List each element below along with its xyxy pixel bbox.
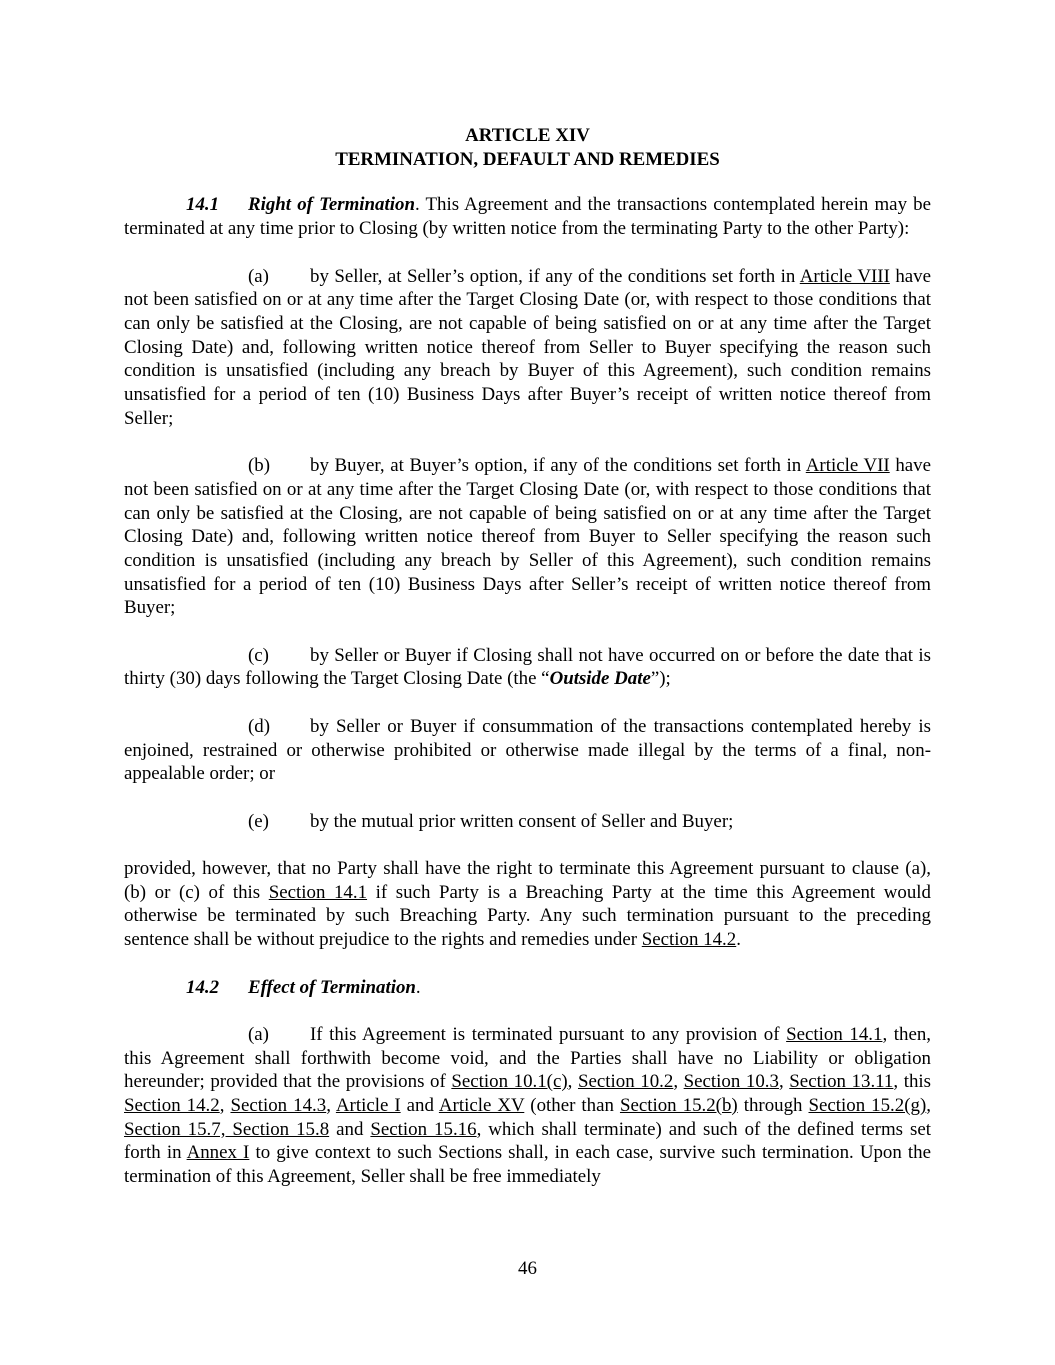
proviso-text: if such Party is a Breaching Party at the time this Agreement would otherwise be terminated by such Breaching Party. Any such termination pursuant to the preceding sentence shall be without prejudice to the rights and remedies under — [124, 881, 932, 951]
clause-text: , — [778, 1071, 790, 1093]
clause-text: by Buyer, at Buyer’s option, if any of the conditions set forth in — [310, 455, 806, 477]
ref-section-15-16[interactable]: Section 15.16 — [370, 1118, 477, 1140]
section-14-1-paragraph: 14.1 Right of Termination. This Agreement and the transactions contemplated herein may be terminated at any time prior to Closing (by written notice from the terminating Party to the other Party): — [124, 194, 931, 240]
ref-section-14-2[interactable]: Section 14.2 — [641, 929, 737, 951]
clause-text: ”); — [650, 668, 671, 690]
ref-annex-i[interactable]: Annex I — [186, 1142, 250, 1164]
ref-section-10-1-c[interactable]: Section 10.1(c) — [451, 1071, 568, 1093]
clause-label: (d) — [248, 715, 271, 737]
ref-section-14-1[interactable]: Section 14.1 — [786, 1023, 883, 1045]
section-14-2-number: 14.2 — [186, 976, 220, 998]
ref-section-13-11[interactable]: Section 13.11 — [789, 1071, 894, 1093]
clause-text: to give context to such Sections shall, in each case, survive such termination. Upon the termination of this Agreement, Seller shall be free immediately — [124, 1142, 931, 1188]
defined-term-outside-date: Outside Date — [549, 668, 651, 690]
section-14-2-title: Effect of Termination — [248, 976, 416, 998]
clause-text: and — [400, 1095, 439, 1116]
proviso-paragraph — [124, 857, 931, 952]
proviso-text: . — [736, 929, 741, 951]
page-number: 46 — [518, 1258, 537, 1279]
section-14-1-number: 14.1 — [186, 194, 220, 216]
ref-section-15-2-g[interactable]: Section 15.2(g) — [808, 1095, 927, 1116]
ref-section-14-1[interactable]: Section 14.1 — [268, 881, 368, 903]
section-14-1-intro: This Agreement and the transactions contemplated herein may be terminated at any time prior to Closing (by written notice from the terminating Party to the other Party): — [124, 194, 931, 240]
clause-14-1-e — [124, 810, 931, 834]
clause-text: , — [219, 1095, 231, 1116]
article-number: ARTICLE XIV — [465, 125, 590, 146]
section-14-2-heading: 14.2 Effect of Termination. — [186, 976, 421, 998]
clause-text: by Seller or Buyer if Closing shall not have occurred on or before the date that is thirty (30) days following the Target Closing Date (the “ — [124, 644, 931, 690]
clause-label: (a) — [248, 265, 269, 287]
clause-14-1-b — [124, 454, 931, 620]
clause-text: , — [926, 1095, 931, 1116]
ref-article-vii[interactable]: Article VII — [805, 455, 890, 477]
clause-text: If this Agreement is terminated pursuant to any provision of — [310, 1023, 787, 1045]
clause-14-2-a — [124, 1023, 931, 1189]
clause-text: have not been satisfied on or at any time after the Target Closing Date (or, with respect to those conditions that can only be satisfied at the Closing, are not capable of being satisfied on or at any time after the Target Closing Date) and, following written notice thereof from Buyer to Seller specifying the reason such condition is unsatisfied (including any breach by Seller of this Agreement), such condition remains unsatisfied for a period of ten (10) Business Days after Seller’s receipt of written notice thereof from Buyer; — [124, 455, 931, 619]
clause-text: by Seller or Buyer if consummation of the transactions contemplated hereby is enjoined, restrained or otherwise prohibited or otherwise made illegal by the terms of a final, non-appealable order; or — [124, 715, 931, 785]
clause-label: (c) — [248, 644, 269, 666]
clause-text: and — [329, 1118, 371, 1140]
clause-text: have not been satisfied on or at any time after the Target Closing Date (or, with respect to those conditions that can only be satisfied at the Closing, are not capable of being satisfied on or at any time after the Target Closing Date) and, following written notice thereof from Seller to Buyer specifying the reason such condition is unsatisfied (including any breach by Buyer of this Agreement), such condition remains unsatisfied for a period of ten (10) Business Days after Buyer’s receipt of written notice thereof from Seller; — [124, 265, 931, 429]
clause-text: , then, this Agreement shall forthwith become void, and the Parties shall have no Liability or obligation hereunder; provided that the provisions of — [124, 1023, 931, 1093]
clause-text: by the mutual prior written consent of Seller and Buyer; — [310, 810, 734, 832]
clause-text: , — [326, 1095, 336, 1116]
clause-label: (e) — [248, 810, 269, 832]
ref-article-i[interactable]: Article I — [335, 1095, 401, 1116]
clause-14-1-c — [124, 644, 931, 691]
ref-article-viii[interactable]: Article VIII — [799, 265, 890, 287]
clause-14-1-d — [124, 715, 931, 786]
ref-section-14-3[interactable]: Section 14.3 — [230, 1095, 327, 1116]
clause-text: , which shall terminate) and such of the defined terms set forth in — [124, 1118, 931, 1164]
ref-section-10-2[interactable]: Section 10.2 — [577, 1071, 674, 1093]
clause-text: through — [737, 1095, 809, 1116]
proviso-text: provided, however, that no Party shall have the right to terminate this Agreement pursuant to clause (a), (b) or (c) of this — [124, 858, 931, 903]
section-14-1-title: Right of Termination — [248, 194, 415, 216]
clause-text: , this — [893, 1071, 931, 1093]
clause-text: , — [673, 1071, 684, 1093]
ref-section-10-3[interactable]: Section 10.3 — [683, 1071, 779, 1093]
clause-label: (b) — [248, 455, 271, 477]
clause-text: (other than — [524, 1095, 620, 1116]
document-page — [124, 124, 931, 1213]
clause-text: by Seller, at Seller’s option, if any of the conditions set forth in — [310, 265, 800, 287]
ref-section-15-7-15-8[interactable]: Section 15.7, Section 15.8 — [124, 1118, 330, 1140]
ref-section-14-2[interactable]: Section 14.2 — [124, 1095, 220, 1116]
article-title: TERMINATION, DEFAULT AND REMEDIES — [335, 148, 720, 170]
ref-article-xv[interactable]: Article XV — [438, 1095, 525, 1116]
clause-text: , — [567, 1071, 578, 1093]
ref-section-15-2-b[interactable]: Section 15.2(b) — [619, 1095, 738, 1116]
clause-14-1-a — [124, 265, 931, 431]
clause-label: (a) — [248, 1023, 269, 1045]
